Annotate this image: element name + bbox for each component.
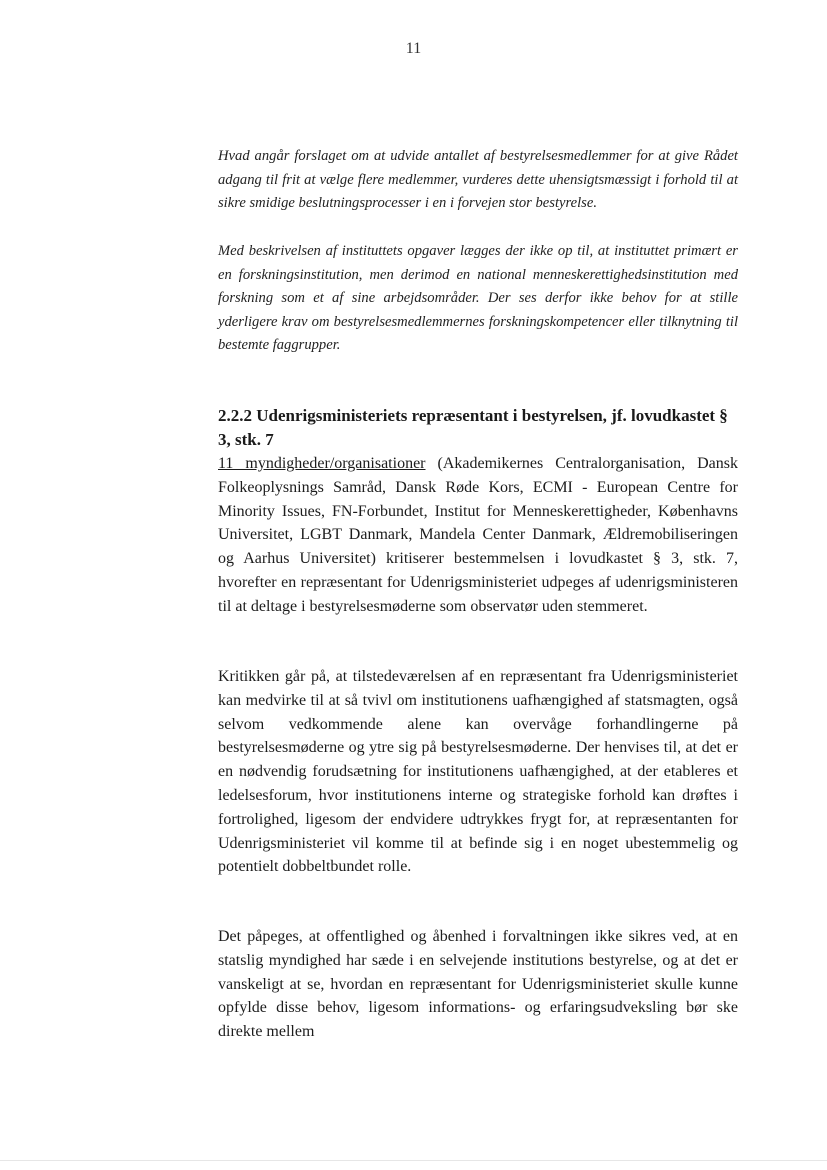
page-number: 11 [405,40,422,57]
body-paragraph: Kritikken går på, at tilstedeværelsen af en repræsentant fra Udenrigsministeriet kan medvirke til at så tvivl om institutionens uafhængighed af statsmagten, også selvom vedkommende alene kan overvåge forhandlingerne på bestyrelsesmøderne og ytre sig på bestyrelsesmøderne. Der henvises til, at det er en nødvendig forudsætning for institutionens uafhængighed, at der etableres et ledelsesforum, hvor institutionens interne og strategiske forhold kan drøftes i fortrolighed, ligesom der endvidere udtrykkes frygt for, at repræsentanten for Udenrigsministeriet vil komme til at befinde sig i en noget ubestemmelig og potentielt dobbeltbundet rolle. [218,668,738,876]
body-paragraph [218,452,738,619]
body-paragraph: Det påpeges, at offentlighed og åbenhed i forvaltningen ikke sikres ved, at en statslig myndighed har sæde i en selvejende institutions bestyrelse, og at det er vanskeligt at se, hvordan en repræsentant for Udenrigsministeriet skulle kunne opfylde disse behov, ligesom informations- og erfaringsudveksling bør ske direkte mellem [218,928,738,1041]
section-heading: 2.2.2 Udenrigsministeriets repræsentant i bestyrelsen, jf. lovudkastet § 3, stk. 7 [218,406,728,449]
underlined-reference: 11 myndigheder/organisationer [218,455,426,472]
page-bottom-edge [0,1160,827,1161]
italic-quote-paragraph: Med beskrivelsen af instituttets opgaver lægges der ikke op til, at instituttet primært er en forskningsinstitution, men derimod en national menneskerettighedsinstitution med forskning som et af sine arbejdsområder. Der ses derfor ikke behov for at stille yderligere krav om bestyrelsesmedlemmernes forskningskompetencer eller tilknytning til bestemte faggrupper. [218,243,738,353]
paragraph-text: (Akademikernes Centralorganisation, Dansk Folkeoplysnings Samråd, Dansk Røde Kors, ECMI - European Centre for Minority Issues, FN-Forbundet, Institut for Menneskerettigheder, Københavns Universitet, LGBT Danmark, Mandela Center Danmark, Ældremobiliseringen og Aarhus Universitet) kritiserer bestemmelsen i lovudkastet § 3, stk. 7, hvorefter en repræsentant for Udenrigsministeriet udpeges af udenrigsministeren til at deltage i bestyrelsesmøderne som observatør uden stemmeret. [218,455,738,615]
italic-quote-paragraph: Hvad angår forslaget om at udvide antallet af bestyrelsesmedlemmer for at give Rådet adgang til frit at vælge flere medlemmer, vurderes dette uhensigtsmæssigt i forhold til at sikre smidige beslutningsprocesser i en i forvejen stor bestyrelse. [218,148,738,211]
